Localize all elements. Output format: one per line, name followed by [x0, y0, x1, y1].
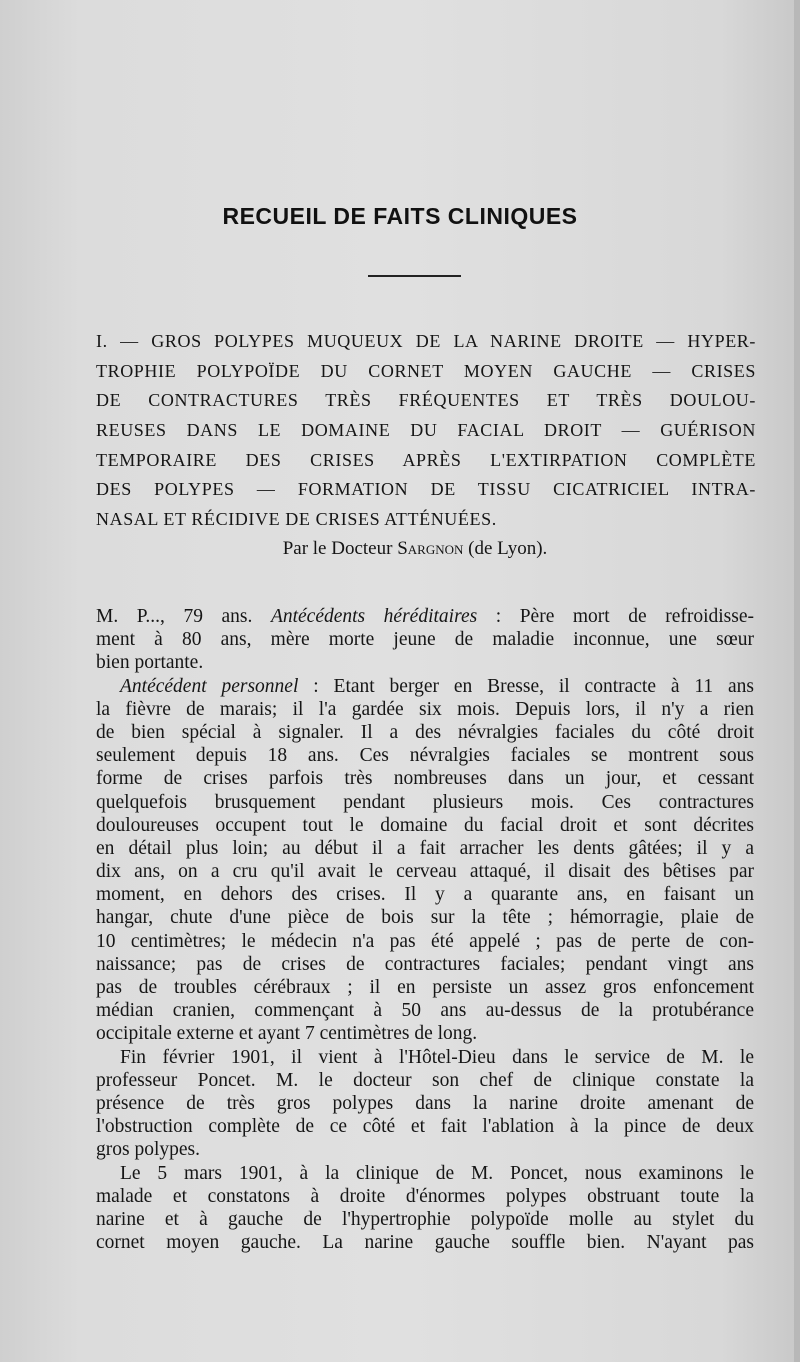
body-line [96, 791, 754, 814]
body-line-text: ment à 80 ans, mère morte jeune de maladie inconnue, une sœur [96, 629, 754, 651]
case-title-line: REUSES DANS LE DOMAINE DU FACIAL DROIT — GUÉRISON [96, 420, 756, 441]
body-line [96, 814, 754, 837]
body-line-text: quelquefois brusquement pendant plusieurs mois. Ces contractures [96, 791, 754, 813]
body-line-text: Le 5 mars 1901, à la clinique de M. Poncet, nous examinons le [120, 1162, 754, 1184]
body-line [96, 1069, 754, 1092]
heading-rule [368, 275, 461, 277]
body-line-text: Fin février 1901, il vient à l'Hôtel-Dieu dans le service de M. le [120, 1046, 754, 1068]
author-suffix: (de Lyon). [463, 538, 548, 559]
body-line-text: dix ans, on a cru qu'il avait le cerveau attaqué, il disait des bêtises par [96, 861, 754, 883]
body-line-text: malade et constatons à droite d'énormes polypes obstruant toute la [96, 1185, 754, 1207]
body-line [96, 675, 754, 698]
body-line [96, 767, 754, 790]
body-line [96, 698, 754, 721]
case-title-line: DE CONTRACTURES TRÈS FRÉQUENTES ET TRÈS DOULOU- [96, 390, 756, 411]
body-line-text: seulement depuis 18 ans. Ces névralgies faciales se montrent sous [96, 745, 754, 767]
body-line [96, 628, 754, 651]
body-line [96, 906, 754, 929]
body-line [96, 930, 754, 953]
body-line [96, 837, 754, 860]
case-title-line: DES POLYPES — FORMATION DE TISSU CICATRICIEL INTRA- [96, 479, 756, 500]
case-title-line: TEMPORAIRE DES CRISES APRÈS L'EXTIRPATION COMPLÈTE [96, 449, 756, 470]
body-text [96, 605, 754, 1254]
body-line [96, 953, 754, 976]
body-line-text: M. P..., 79 ans. [96, 606, 271, 627]
author-prefix: Par le Docteur [282, 538, 398, 559]
body-line [96, 1138, 754, 1161]
body-line-text: pas de troubles cérébraux ; il en persiste un assez gros enfoncement [96, 977, 754, 998]
body-line [96, 721, 754, 744]
body-line [96, 651, 754, 674]
author-line [0, 538, 800, 560]
body-line [96, 1185, 754, 1208]
body-line-text: médian cranien, commençant à 50 ans au-dessus de la protubérance [96, 1000, 754, 1022]
section-heading: RECUEIL DE FAITS CLINIQUES [222, 203, 578, 229]
body-line [96, 1162, 754, 1185]
body-line-text: narine et à gauche de l'hypertrophie polypoïde molle au stylet du [96, 1208, 754, 1230]
body-line-text: 10 centimètres; le médecin n'a pas été appelé ; pas de perte de con- [96, 930, 754, 952]
body-line-text: la fièvre de marais; il l'a gardée six mois. Depuis lors, il n'y a rien [96, 698, 754, 720]
body-line [96, 1022, 754, 1045]
body-line-text: de bien spécial à signaler. Il a des névralgies faciales du côté droit [96, 721, 754, 743]
body-line-text: l'obstruction complète de ce côté et fait l'ablation à la pince de deux [96, 1116, 754, 1138]
body-line-text: professeur Poncet. M. le docteur son chef de clinique constate la [96, 1069, 754, 1091]
body-line-text: cornet moyen gauche. La narine gauche souffle bien. N'ayant pas [96, 1232, 754, 1254]
body-line-text: bien portante. [96, 652, 204, 674]
body-line [96, 1231, 754, 1254]
body-line-text: douloureuses occupent tout le domaine du facial droit et sont décrites [96, 814, 754, 836]
body-line-text: gros polypes. [96, 1139, 200, 1161]
body-line-italic: Antécédents héréditaires [270, 606, 478, 627]
case-title [96, 327, 756, 535]
author-name: Sargnon [397, 538, 464, 559]
body-line-text: en détail plus loin; au début il a fait arracher les dents gâtées; il y a [96, 837, 754, 859]
body-line [96, 744, 754, 767]
body-line-text: présence de très gros polypes dans la narine droite amenant de [96, 1092, 754, 1114]
case-title-line: TROPHIE POLYPOÏDE DU CORNET MOYEN GAUCHE — CRISES [96, 360, 756, 381]
case-title-line: I. — GROS POLYPES MUQUEUX DE LA NARINE DROITE — HYPER- [96, 331, 756, 351]
body-line [96, 1115, 754, 1138]
body-line [96, 1092, 754, 1115]
body-line-text: forme de crises parfois très nombreuses dans un jour, et cessant [96, 768, 754, 790]
body-line [96, 1046, 754, 1069]
body-line [96, 999, 754, 1022]
body-line-text: hangar, chute d'une pièce de bois sur la tête ; hémorragie, plaie de [96, 907, 754, 929]
body-line-text: occipitale externe et ayant 7 centimètres de long. [96, 1023, 478, 1045]
case-title-line: NASAL ET RÉCIDIVE DE CRISES ATTÉNUÉES. [96, 509, 497, 530]
body-line-text: moment, en dehors des crises. Il y a quarante ans, en faisant un [96, 884, 754, 906]
body-line-italic: Antécédent personnel [120, 675, 299, 697]
body-line [96, 976, 754, 999]
body-line [96, 860, 754, 883]
body-line [96, 1208, 754, 1231]
body-line-text: : Etant berger en Bresse, il contracte à 11 ans [298, 675, 754, 697]
body-line [96, 883, 754, 906]
body-line-text: : Père mort de refroidisse- [477, 606, 754, 627]
body-line-text: naissance; pas de crises de contractures faciales; pendant vingt ans [96, 953, 754, 975]
body-line [96, 605, 754, 628]
